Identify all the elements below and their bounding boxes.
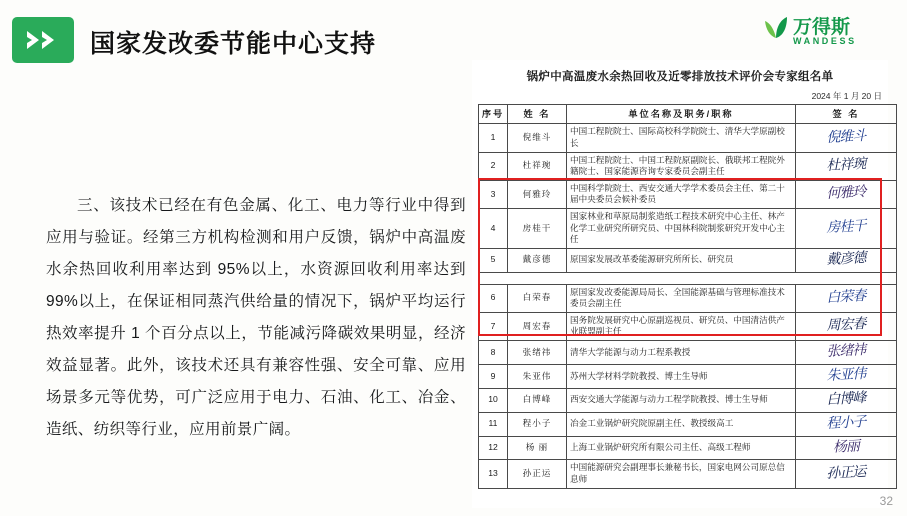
page-title: 国家发改委节能中心支持 [90, 30, 377, 58]
cell-name: 杜祥琬 [508, 152, 567, 180]
cell-signature [796, 412, 897, 436]
table-row [479, 284, 897, 312]
cell-name: 白博峰 [508, 388, 567, 412]
cell-index: 3 [479, 180, 508, 208]
cell-name: 戴彦德 [508, 248, 567, 272]
cell-organization: 原国家发改委能源局局长、全国能源基础与管理标准技术委员会副主任 [567, 284, 796, 312]
cell-signature [796, 180, 897, 208]
table-gap-row [479, 272, 897, 284]
column-header-organization: 单位名称及职务/职称 [567, 105, 796, 124]
cell-name: 朱亚伟 [508, 364, 567, 388]
cell-organization: 清华大学能源与动力工程系教授 [567, 341, 796, 365]
cell-index: 9 [479, 364, 508, 388]
cell-name: 何雅玲 [508, 180, 567, 208]
cell-signature [796, 152, 897, 180]
cell-name: 程小子 [508, 412, 567, 436]
signature-mark: 何雅玲 [826, 184, 866, 202]
cell-signature [796, 284, 897, 312]
brand-name-en: WANDESS [793, 36, 857, 46]
scanned-document [472, 60, 888, 508]
cell-name: 倪维斗 [508, 124, 567, 152]
table-row [479, 460, 897, 488]
cell-organization: 中国工程院院士、中国工程院原副院长、俄联邦工程院外籍院士、国家能源咨询专家委员会副主任 [567, 152, 796, 180]
cell-organization: 冶金工业锅炉研究院原副主任、教授级高工 [567, 412, 796, 436]
signature-mark: 杜祥琬 [826, 156, 866, 174]
cell-signature [796, 436, 897, 460]
signature-mark: 朱亚伟 [826, 366, 866, 384]
cell-name: 杨 丽 [508, 436, 567, 460]
cell-index: 6 [479, 284, 508, 312]
table-row [479, 436, 897, 460]
signature-mark: 倪维斗 [826, 128, 866, 146]
brand-name-cn: 万得斯 [793, 17, 851, 38]
cell-signature [796, 248, 897, 272]
cell-index: 8 [479, 341, 508, 365]
cell-organization: 苏州大学材料学院教授、博士生导师 [567, 364, 796, 388]
signature-mark: 孙正运 [826, 464, 866, 482]
table-row [479, 152, 897, 180]
cell-organization: 中国科学院院士、西安交通大学学术委员会主任、第二十届中央委员会候补委员 [567, 180, 796, 208]
document-date: 2024 年 1 月 20 日 [811, 91, 882, 101]
table-row [479, 124, 897, 152]
cell-index: 11 [479, 412, 508, 436]
cell-index: 2 [479, 152, 508, 180]
cell-name: 白荣春 [508, 284, 567, 312]
cell-organization: 上海工业锅炉研究所有限公司主任、高级工程师 [567, 436, 796, 460]
cell-signature [796, 388, 897, 412]
table-row [479, 412, 897, 436]
double-chevron-right-icon [12, 17, 74, 63]
cell-organization: 国务院发展研究中心原副巡视员、研究员、中国清洁供产业联盟副主任 [567, 312, 796, 340]
signature-mark: 戴彦德 [826, 250, 866, 268]
cell-index: 10 [479, 388, 508, 412]
signature-mark: 程小子 [826, 414, 866, 432]
signature-mark: 白博峰 [826, 390, 866, 408]
body-paragraph-block [46, 190, 466, 446]
signature-mark: 张绪祎 [826, 343, 866, 361]
cell-signature [796, 208, 897, 248]
table-row [479, 364, 897, 388]
cell-organization: 国家林业和草原局制浆造纸工程技术研究中心主任、林产化学工业研究所研究员、中国林科院制浆研究开发中心主任 [567, 208, 796, 248]
cell-index: 13 [479, 460, 508, 488]
table-row [479, 388, 897, 412]
cell-signature [796, 312, 897, 340]
column-header-signature: 签 名 [796, 105, 897, 124]
cell-organization: 西安交通大学能源与动力工程学院教授、博士生导师 [567, 388, 796, 412]
table-row [479, 180, 897, 208]
cell-index: 7 [479, 312, 508, 340]
leaf-icon [763, 14, 789, 40]
cell-name: 孙正运 [508, 460, 567, 488]
signature-mark: 白荣春 [826, 288, 866, 306]
table-header-row [479, 105, 897, 124]
document-title: 锅炉中高温废水余热回收及近零排放技术评价会专家组名单 [526, 71, 834, 83]
table-row [479, 248, 897, 272]
column-header-index: 序号 [479, 105, 508, 124]
body-paragraph: 三、该技术已经在有色金属、化工、电力等行业中得到应用与验证。经第三方机构检测和用户反馈，锅炉中高温废水余热回收利用率达到 95%以上，水资源回收利用率达到 99%以上，在保证相同蒸汽供给量的情况下，锅炉平均运行热效率提升 1 个百分点以上，节能减污降碳效果明显，经济效益显著。此外，该技术还具有兼容性强、安全可靠、应用场景多元等优势，可广泛应用于电力、石油、化工、冶金、造纸、纺织等行业，应用前景广阔。 [46, 197, 466, 438]
cell-organization: 中国工程院院士、国际高校科学院院士、清华大学原副校长 [567, 124, 796, 152]
cell-name: 张绪祎 [508, 341, 567, 365]
cell-index: 5 [479, 248, 508, 272]
expert-list-table [478, 104, 897, 489]
cell-signature [796, 124, 897, 152]
cell-name: 房桂干 [508, 208, 567, 248]
cell-signature [796, 341, 897, 365]
brand-logo [763, 12, 893, 56]
table-row [479, 341, 897, 365]
signature-mark: 杨丽 [832, 438, 860, 456]
cell-signature [796, 364, 897, 388]
cell-signature [796, 460, 897, 488]
signature-mark: 周宏春 [826, 316, 866, 334]
cell-organization: 原国家发展改革委能源研究所所长、研究员 [567, 248, 796, 272]
cell-name: 周宏春 [508, 312, 567, 340]
signature-mark: 房桂干 [826, 218, 866, 236]
cell-index: 4 [479, 208, 508, 248]
cell-organization: 中国能源研究会副理事长兼秘书长，国家电网公司原总信息师 [567, 460, 796, 488]
cell-index: 1 [479, 124, 508, 152]
page-number: 32 [879, 494, 893, 508]
table-row [479, 208, 897, 248]
table-row [479, 312, 897, 340]
cell-index: 12 [479, 436, 508, 460]
column-header-name: 姓 名 [508, 105, 567, 124]
